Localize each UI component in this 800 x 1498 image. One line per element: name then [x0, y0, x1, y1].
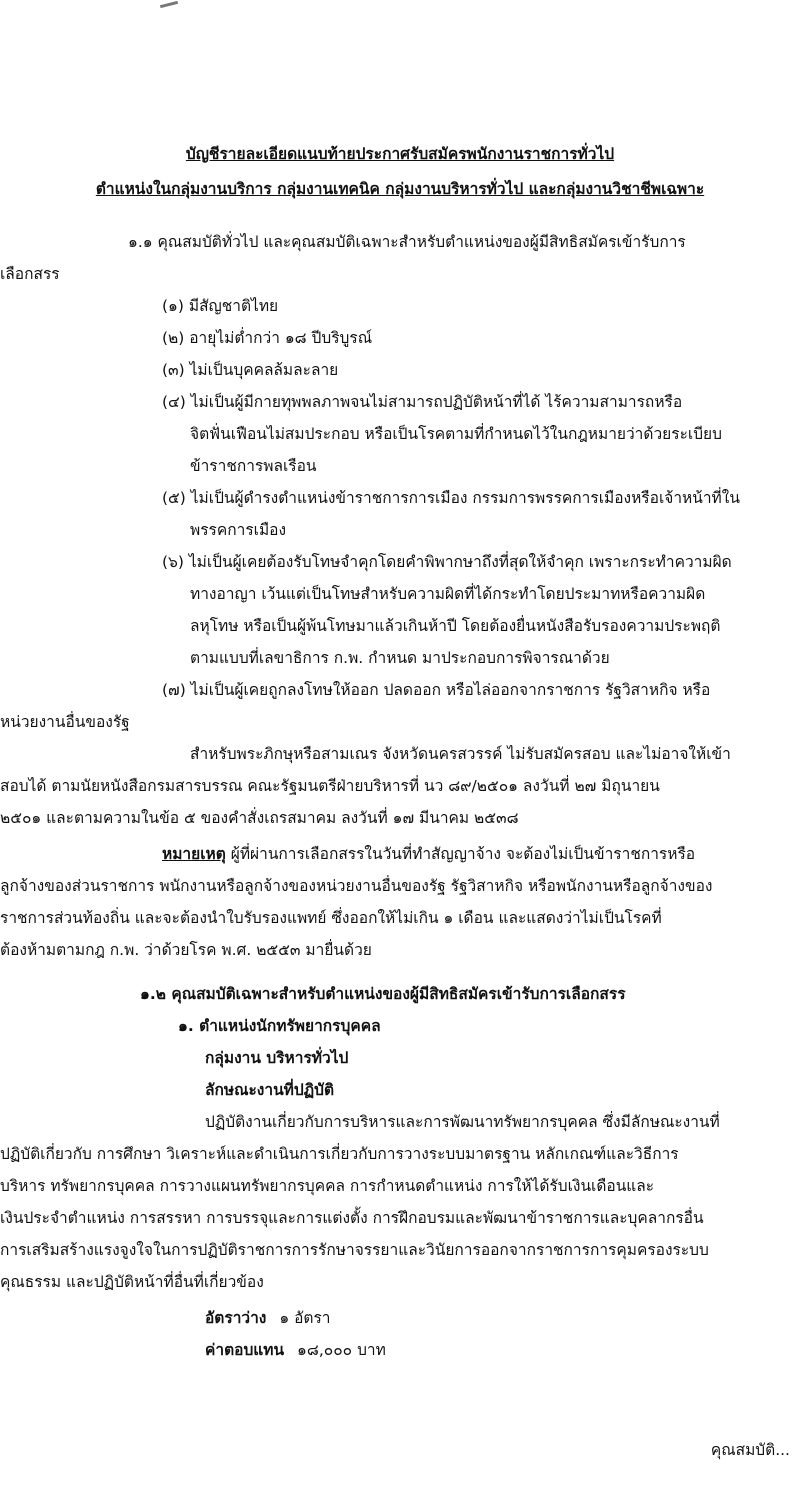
monk-paragraph: สำหรับพระภิกษุหรือสามเณร จังหวัดนครสวรรค์ ไม่รับสมัครสอบ และไม่อาจให้เข้า: [190, 745, 731, 763]
section-1-1-intro-cont: เลือกสรร: [0, 265, 60, 283]
title-line-1: บัญชีรายละเอียดแนบท้ายประกาศรับสมัครพนักงานราชการทั่วไป: [185, 145, 615, 163]
duty-paragraph-cont: คุณธรรม และปฏิบัติหน้าที่อื่นที่เกี่ยวข้อง: [0, 1273, 264, 1291]
continued-marker: คุณสมบัติ...: [710, 1441, 790, 1459]
list-item-7-cont: หน่วยงานอื่นของรัฐ: [0, 713, 130, 731]
list-item-6-cont: ตามแบบที่เลขาธิการ ก.พ. กำหนด มาประกอบการพิจารณาด้วย: [190, 649, 610, 667]
list-item-7: (๗) ไม่เป็นผู้เคยถูกลงโทษให้ออก ปลดออก หรือไล่ออกจากราชการ รัฐวิสาหกิจ หรือ: [162, 681, 711, 699]
list-item-2: (๒) อายุไม่ต่ำกว่า ๑๘ ปีบริบูรณ์: [162, 329, 373, 347]
section-1-2-heading: ๑.๒ คุณสมบัติเฉพาะสำหรับตำแหน่งของผู้มีสิทธิสมัครเข้ารับการเลือกสรร: [140, 985, 626, 1003]
vacancy-label: อัตราว่าง: [205, 1309, 267, 1327]
list-item-3: (๓) ไม่เป็นบุคคลล้มละลาย: [162, 361, 339, 379]
list-item-5: (๕) ไม่เป็นผู้ดำรงตำแหน่งข้าราชการการเมือง กรรมการพรรคการเมืองหรือเจ้าหน้าที่ใน: [162, 489, 740, 507]
scan-mark: [160, 1, 178, 8]
vacancy-row: [205, 1306, 331, 1330]
duty-paragraph-cont: บริหาร ทรัพยากรบุคคล การวางแผนทรัพยากรบุคคล การกำหนดตำแหน่ง การให้ได้รับเงินเดือนและ: [0, 1177, 655, 1195]
list-item-4: (๔) ไม่เป็นผู้มีกายทุพพลภาพจนไม่สามารถปฏิบัติหน้าที่ได้ ไร้ความสามารถหรือ: [162, 393, 683, 411]
note-paragraph: [162, 842, 695, 866]
pay-value: ๑๘,๐๐๐ บาท: [297, 1341, 386, 1359]
note-paragraph-cont: ต้องห้ามตามกฎ ก.พ. ว่าด้วยโรค พ.ศ. ๒๕๕๓ มายื่นด้วย: [0, 941, 372, 959]
note-text: ผู้ที่ผ่านการเลือกสรรในวันที่ทำสัญญาจ้าง จะต้องไม่เป็นข้าราชการหรือ: [225, 845, 696, 863]
monk-paragraph-cont: สอบได้ ตามนัยหนังสือกรมสารบรรณ คณะรัฐมนตรีฝ่ายบริหารที่ นว ๘๙/๒๕๐๑ ลงวันที่ ๒๗ มิถุนายน: [0, 777, 660, 795]
list-item-4-cont: ข้าราชการพลเรือน: [190, 457, 317, 475]
vacancy-value: ๑ อัตรา: [279, 1309, 331, 1327]
note-paragraph-cont: ราชการส่วนท้องถิ่น และจะต้องนำใบรับรองแพทย์ ซึ่งออกให้ไม่เกิน ๑ เดือน และแสดงว่าไม่เป็นโรคที่: [0, 909, 662, 927]
list-item-4-cont: จิตฟั่นเฟือนไม่สมประกอบ หรือเป็นโรคตามที่กำหนดไว้ในกฎหมายว่าด้วยระเบียบ: [190, 425, 722, 443]
duty-paragraph: ปฏิบัติงานเกี่ยวกับการบริหารและการพัฒนาทรัพยากรบุคคล ซึ่งมีลักษณะงานที่: [205, 1113, 720, 1131]
note-paragraph-cont: ลูกจ้างของส่วนราชการ พนักงานหรือลูกจ้างของหน่วยงานอื่นของรัฐ รัฐวิสาหกิจ หรือพนักงานหรือลูกจ้างของ: [0, 877, 713, 895]
pay-row: [205, 1338, 386, 1362]
duty-paragraph-cont: ปฏิบัติเกี่ยวกับ การศึกษา วิเคราะห์และดำเนินการเกี่ยวกับการวางระบบมาตรฐาน หลักเกณฑ์และวิธีการ: [0, 1145, 679, 1163]
title-line-2: ตำแหน่งในกลุ่มงานบริการ กลุ่มงานเทคนิค กลุ่มงานบริหารทั่วไป และกลุ่มงานวิชาชีพเฉพาะ: [95, 180, 705, 198]
monk-paragraph-cont: ๒๕๐๑ และตามความในข้อ ๕ ของคำสั่งเถรสมาคม ลงวันที่ ๑๗ มีนาคม ๒๕๓๘: [0, 809, 519, 827]
list-item-5-cont: พรรคการเมือง: [190, 521, 287, 539]
list-item-1: (๑) มีสัญชาติไทย: [162, 297, 279, 315]
pay-label: ค่าตอบแทน: [205, 1341, 285, 1359]
list-item-6-cont: ลหุโทษ หรือเป็นผู้พ้นโทษมาแล้วเกินห้าปี โดยต้องยื่นหนังสือรับรองความประพฤติ: [190, 617, 721, 635]
list-item-6: (๖) ไม่เป็นผู้เคยต้องรับโทษจำคุกโดยคำพิพากษาถึงที่สุดให้จำคุก เพราะกระทำความผิด: [162, 553, 732, 571]
list-item-6-cont: ทางอาญา เว้นแต่เป็นโทษสำหรับความผิดที่ได้กระทำโดยประมาทหรือความผิด: [190, 585, 706, 603]
duty-heading: ลักษณะงานที่ปฏิบัติ: [205, 1081, 335, 1099]
position-title: ๑. ตำแหน่งนักทรัพยากรบุคคล: [178, 1017, 381, 1035]
section-1-1-intro: ๑.๑ คุณสมบัติทั่วไป และคุณสมบัติเฉพาะสำหรับตำแหน่งของผู้มีสิทธิสมัครเข้ารับการ: [128, 233, 686, 251]
note-label: หมายเหตุ: [162, 845, 226, 863]
work-group: กลุ่มงาน บริหารทั่วไป: [205, 1049, 349, 1067]
duty-paragraph-cont: การเสริมสร้างแรงจูงใจในการปฏิบัติราชการการรักษาจรรยาและวินัยการออกจากราชการการคุมครองระบบ: [0, 1241, 709, 1259]
duty-paragraph-cont: เงินประจำตำแหน่ง การสรรหา การบรรจุและการแต่งตั้ง การฝึกอบรมและพัฒนาข้าราชการและบุคลากรอื่น: [0, 1209, 704, 1227]
